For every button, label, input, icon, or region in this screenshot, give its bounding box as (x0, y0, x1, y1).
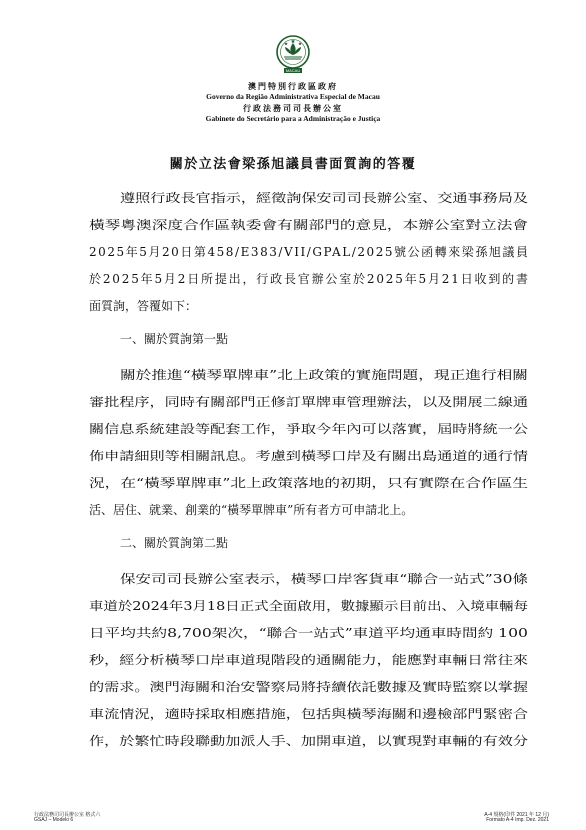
government-name-pt: Governo da Região Administrativa Especial de Macau (206, 92, 380, 101)
body-text-line: 保安司司長辦公室表示，橫琴口岸客貨車“聯合一站式”30條 (120, 572, 528, 586)
body-text-line: 關於推進“橫琴單牌車”北上政策的實施問題，現正進行相關 (120, 368, 528, 382)
footer-right-line1: A-4 規格(印件 2021 年 12 月) (484, 812, 549, 818)
body-text-line: 於2025年5月2日所提出，行政長官辦公室於2025年5月21日收到的書 (89, 272, 530, 286)
body-text-line: 作，於繁忙時段聯動加派人手、加開車道，以實現對車輛的有效分 (89, 734, 528, 748)
body-text-line: 橫琴粵澳深度合作區執委會有關部門的意見，本辦公室對立法會 (89, 218, 528, 232)
body-text-line: 日平均共約8,700架次，“聯合一站式”車道平均通車時間約 100 (89, 626, 528, 640)
office-name-pt: Gabinete do Secretário para a Administração e Justiça (205, 114, 381, 123)
body-text-line: 遵照行政長官指示，經徵詢保安司司長辦公室、交通事務局及 (120, 191, 528, 205)
footer-left-line2: GSAJ – Modelo 6 (34, 817, 74, 823)
section-heading: 二、關於質詢第二點 (120, 536, 229, 550)
macau-emblem-icon (273, 34, 313, 74)
body-text-line: 佈申請細則等相關訊息。考慮到橫琴口岸及有關出島通道的通行情 (89, 449, 528, 463)
body-text-line: 活、居住、就業、創業的“橫琴單牌車”所有者方可申請北上。 (89, 503, 414, 517)
government-name-cn: 澳門特別行政區政府 (248, 81, 338, 91)
body-text-line: 面質詢，答覆如下： (89, 299, 198, 313)
footer-left-line1: 行政法務司司長辦公室 格式六 (34, 812, 101, 818)
body-text-line: 關信息系統建設等配套工作，爭取今年內可以落實，屆時將統一公 (89, 422, 528, 436)
body-text-line: 況，在“橫琴單牌車”北上政策落地的初期，只有實際在合作區生 (89, 476, 528, 490)
footer-right-line2: Formato A-4 Imp. Dez. 2021 (486, 817, 549, 823)
body-text-line: 的需求。澳門海關和治安警察局將持續依託數據及實時監察以掌握 (89, 680, 528, 694)
document-title: 關於立法會梁孫旭議員書面質詢的答覆 (169, 157, 417, 172)
emblem-label: MACAU (285, 68, 301, 73)
section-heading: 一、關於質詢第一點 (120, 332, 229, 346)
body-text-line: 秒，經分析橫琴口岸車道現階段的通關能力，能應對車輛日常往來 (89, 653, 528, 667)
body-text-line: 車流情況，適時採取相應措施，包括與橫琴海關和邊檢部門緊密合 (89, 707, 528, 721)
body-text-line: 審批程序，同時有關部門正修訂單牌車管理辦法，以及開展二線通 (89, 395, 528, 409)
body-text-line: 車道於2024年3月18日正式全面啟用，數據顯示目前出、入境車輛每 (89, 599, 528, 613)
body-text-line: 2025年5月20日第458/E383/VII/GPAL/2025號公函轉來梁孫旭議員 (89, 245, 530, 259)
office-name-cn: 行政法務司司長辦公室 (243, 103, 343, 113)
